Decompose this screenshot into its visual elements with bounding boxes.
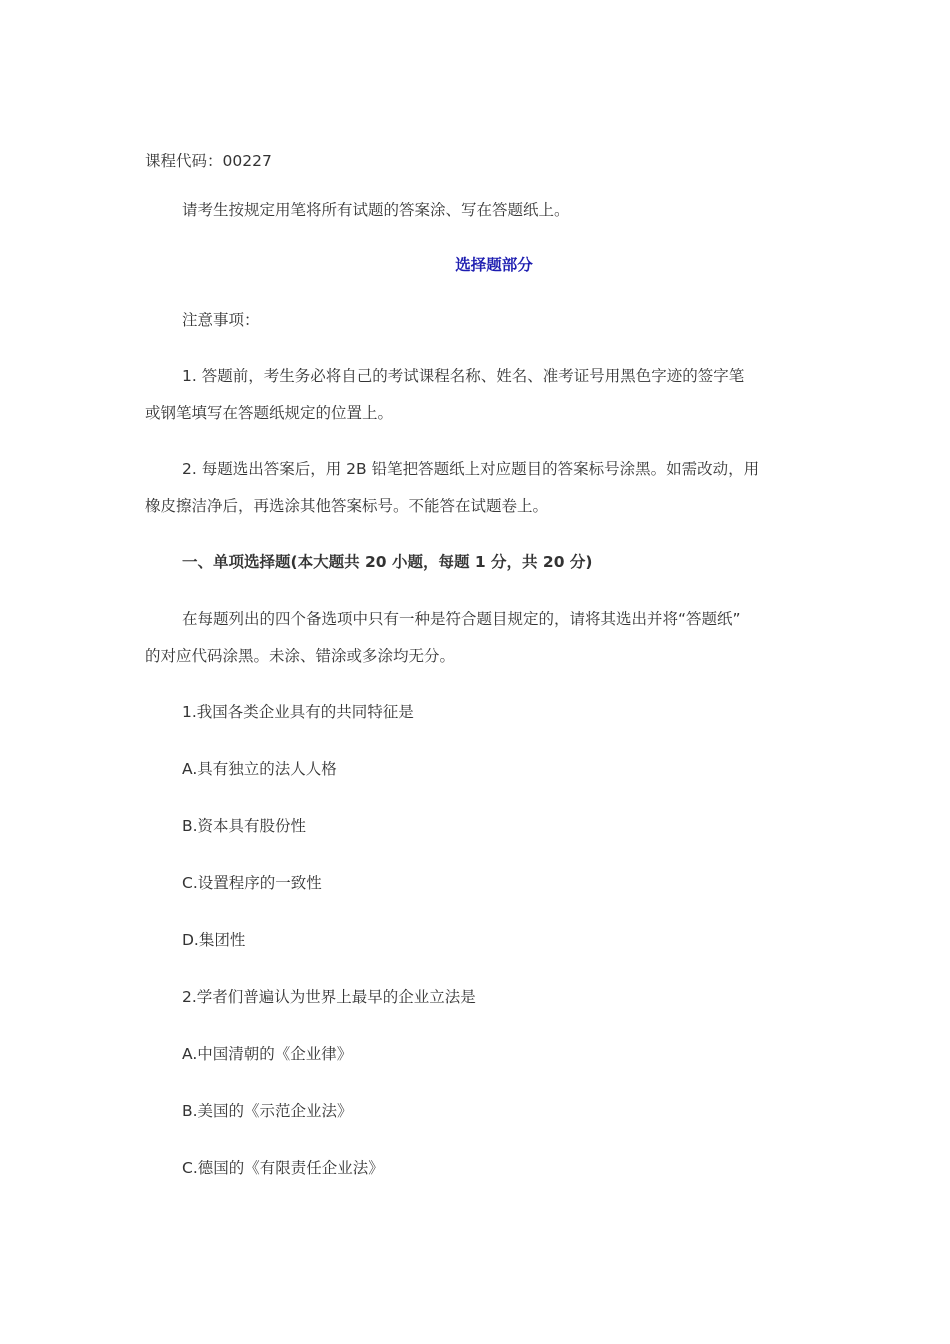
question-1-option-d: D.集团性 <box>182 931 246 949</box>
part-1-heading: 一、单项选择题(本大题共 20 小题，每题 1 分，共 20 分) <box>182 553 593 571</box>
question-2-option-b: B.美国的《示范企业法》 <box>182 1102 353 1120</box>
note-2-line-1: 2. 每题选出答案后，用 2B 铅笔把答题纸上对应题目的答案标号涂黑。如需改动，用 <box>182 460 760 478</box>
question-1-stem: 1.我国各类企业具有的共同特征是 <box>182 703 414 721</box>
question-2-stem: 2.学者们普遍认为世界上最早的企业立法是 <box>182 988 476 1006</box>
note-1-line-2: 或钢笔填写在答题纸规定的位置上。 <box>145 404 394 422</box>
question-1-option-c: C.设置程序的一致性 <box>182 874 322 892</box>
question-2-option-c: C.德国的《有限责任企业法》 <box>182 1159 384 1177</box>
note-2-line-2: 橡皮擦洁净后，再选涂其他答案标号。不能答在试题卷上。 <box>145 497 549 515</box>
part-1-description-line-1: 在每题列出的四个备选项中只有一种是符合题目规定的，请将其选出并将“答题纸” <box>182 610 741 628</box>
question-2-option-a: A.中国清朝的《企业律》 <box>182 1045 353 1063</box>
note-1-line-1: 1. 答题前，考生务必将自己的考试课程名称、姓名、准考证号用黑色字迹的签字笔 <box>182 367 745 385</box>
exam-instruction: 请考生按规定用笔将所有试题的答案涂、写在答题纸上。 <box>182 201 570 219</box>
section-title: 选择题部分 <box>455 256 533 274</box>
question-1-option-b: B.资本具有股份性 <box>182 817 307 835</box>
question-1-option-a: A.具有独立的法人人格 <box>182 760 337 778</box>
part-1-description-line-2: 的对应代码涂黑。未涂、错涂或多涂均无分。 <box>145 647 456 665</box>
notes-heading: 注意事项： <box>182 311 260 329</box>
course-code: 课程代码：00227 <box>145 152 272 170</box>
